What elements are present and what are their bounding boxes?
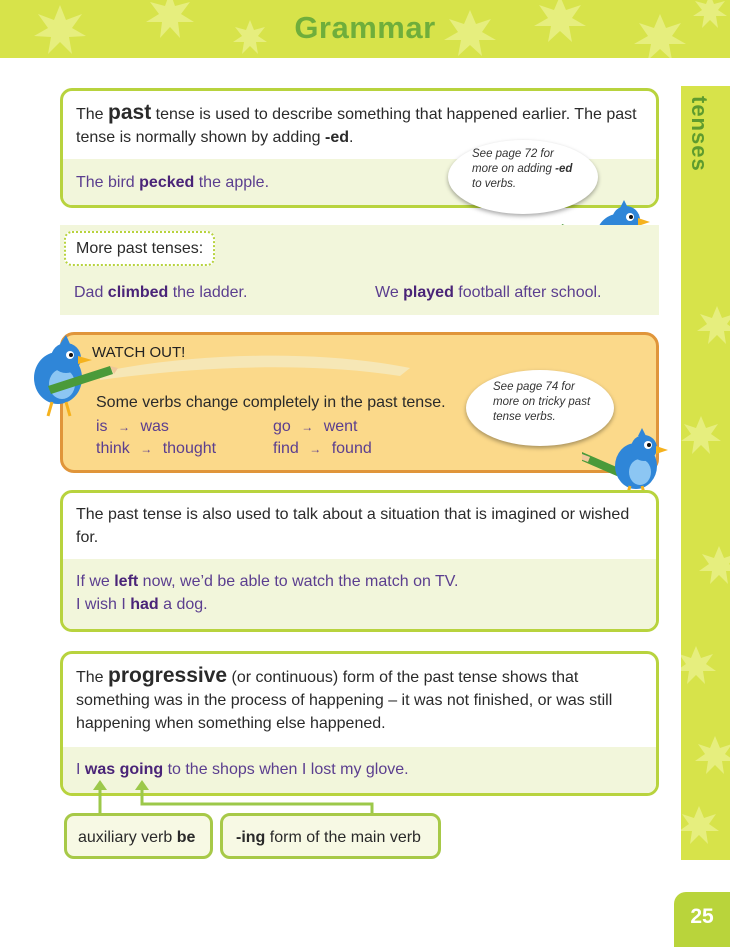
text-fragment: I: [76, 761, 85, 778]
present-verb: find: [273, 440, 299, 457]
text-fragment: the ladder.: [168, 284, 248, 301]
note-line: See page 72 for: [472, 148, 554, 160]
page-title: Grammar: [294, 10, 436, 45]
arrow-icon: →: [301, 420, 314, 434]
more-past-tenses-band: [60, 225, 659, 315]
example-sentence: [74, 281, 247, 304]
bird-icon: [18, 330, 118, 420]
example-sentence: [76, 171, 269, 194]
imagined-past-box: [60, 490, 659, 632]
text-fragment: The bird: [76, 174, 140, 191]
note-line: [472, 162, 572, 177]
auxiliary-verb-label: [64, 813, 213, 859]
note-line: more on tricky past: [493, 396, 591, 408]
ing-form-label: [220, 813, 441, 859]
section-side-tab: [681, 86, 730, 860]
text-fragment: Dad: [74, 284, 108, 301]
cross-reference-text: [493, 380, 590, 425]
note-line: See page 74 for: [493, 381, 575, 393]
suffix-ed: -ed: [325, 129, 350, 146]
text-fragment: tense is used to describe something that happened earlier. The past tense is normally shown by adding: [76, 106, 637, 146]
text-fragment: the apple.: [194, 174, 270, 191]
text-fragment: auxiliary verb: [78, 829, 177, 846]
side-tab-starbursts: [681, 86, 730, 860]
text-fragment: -ed: [555, 163, 573, 175]
note-line: tense verbs.: [493, 411, 556, 423]
verb-pair: [273, 437, 372, 461]
example-sentence: [375, 281, 601, 304]
keyword-past: past: [108, 101, 152, 124]
text-fragment: form of the main verb: [265, 829, 421, 846]
watch-out-text: Some verbs change completely in the past tense.: [96, 394, 446, 411]
text-fragment: more on adding: [472, 163, 556, 175]
page-number-tab: [674, 892, 730, 947]
side-tab-label: tenses: [687, 96, 712, 172]
text-fragment: to the shops when I lost my glove.: [163, 761, 409, 778]
text-fragment: The: [76, 106, 109, 123]
more-past-tenses-label: More past tenses:: [64, 231, 215, 266]
page-number: 25: [690, 905, 714, 928]
past-verb: found: [331, 440, 372, 457]
text-fragment: I wish I: [76, 596, 131, 613]
cross-reference-text: [472, 147, 572, 192]
text-fragment: We: [375, 284, 404, 301]
verb-highlight: played: [403, 284, 454, 301]
verb-highlight: had: [130, 596, 159, 613]
keyword-progressive: progressive: [108, 664, 228, 687]
watch-out-title: WATCH OUT!: [92, 344, 186, 361]
example-sentence: [76, 570, 458, 593]
past-verb: went: [323, 418, 358, 435]
page-header: [0, 0, 730, 58]
verb-highlight: left: [114, 573, 139, 590]
example-sentence: [76, 758, 409, 781]
text-fragment: The: [76, 669, 109, 686]
past-verb: was: [140, 418, 169, 435]
past-verb: thought: [162, 440, 217, 457]
arrow-icon: →: [140, 442, 153, 456]
arrow-icon: →: [118, 420, 131, 434]
example-sentence: [76, 593, 208, 616]
text-fragment: be: [176, 829, 196, 846]
verb-pair: [273, 415, 358, 439]
text-fragment: football after school.: [453, 284, 602, 301]
text-fragment: (or continuous) form of the past tense shows that something was in the process of happening – it was not finished, or was still happening when something else happened.: [76, 669, 613, 732]
note-line: to verbs.: [472, 178, 517, 190]
arrow-icon: →: [309, 442, 322, 456]
text-fragment: If we: [76, 573, 115, 590]
progressive-past-box: [60, 651, 659, 796]
verb-highlight: climbed: [107, 284, 169, 301]
progressive-definition: [76, 664, 651, 735]
text-fragment: now, we’d be able to watch the match on TV.: [138, 573, 459, 590]
imagined-past-definition: The past tense is also used to talk about a situation that is imagined or wished for.: [76, 506, 630, 546]
present-verb: go: [273, 418, 291, 435]
text-fragment: -ing: [236, 829, 266, 846]
verb-highlight: was going: [84, 761, 164, 778]
present-verb: is: [96, 418, 108, 435]
text-fragment: a dog.: [158, 596, 208, 613]
example-band: [63, 559, 656, 632]
text-fragment: .: [349, 129, 354, 146]
present-verb: think: [96, 440, 130, 457]
verb-pair: [96, 437, 216, 461]
verb-highlight: pecked: [139, 174, 195, 191]
past-tense-definition: [76, 101, 651, 149]
